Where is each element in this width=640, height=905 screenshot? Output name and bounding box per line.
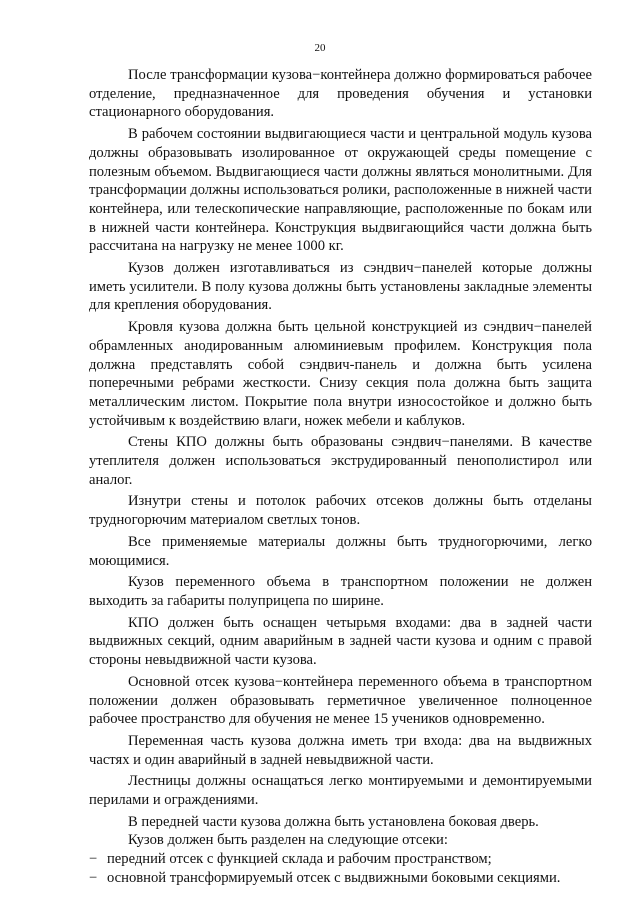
list-item-text: передний отсек с функцией склада и рабочим пространством; <box>107 851 492 868</box>
paragraph: Все применяемые материалы должны быть трудногорючими, легко моющимися. <box>89 533 592 569</box>
paragraph: Стены КПО должны быть образованы сэндвич−панелями. В качестве утеплителя должен использоваться экструдированный пенополистирол или аналог. <box>89 434 592 488</box>
paragraph: Переменная часть кузова должна иметь три входа: два на выдвижных частях и один аварийный в задней невыдвижной части. <box>89 732 592 768</box>
list-item <box>89 869 592 888</box>
page-number: 20 <box>314 42 326 54</box>
paragraph: В рабочем состоянии выдвигающиеся части и центральной модуль кузова должны образовывать изолированное от окружающей среды помещение с полезным объемом. Выдвигающиеся части должны являться монолитными. Для трансформации должны использоваться ролики, расположенные в нижней части контейнера, или телескопические направляющие, расположенные по бокам или в нижней части контейнера. Конструкция выдвигающийся части должна быть рассчитана на нагрузку не менее 1000 кг. <box>89 126 592 255</box>
paragraph: Кузов переменного объема в транспортном положении не должен выходить за габариты полуприцепа по ширине. <box>89 574 592 609</box>
paragraph: Изнутри стены и потолок рабочих отсеков должны быть отделаны трудногорючим материалом светлых тонов. <box>89 493 592 529</box>
list-item-text: основной трансформируемый отсек с выдвижными боковыми секциями. <box>107 869 561 886</box>
dash-marker: − <box>89 851 98 868</box>
dash-marker: − <box>89 869 98 886</box>
paragraph: Кузов должен быть разделен на следующие отсеки: <box>128 832 448 849</box>
paragraph: Кузов должен изготавливаться из сэндвич−панелей которые должны иметь усилители. В полу кузова должны быть установлены закладные элементы для крепления оборудования. <box>89 260 592 314</box>
paragraph: После трансформации кузова−контейнера должно формироваться рабочее отделение, предназначенное для проведения обучения и установки стационарного оборудования. <box>89 67 592 121</box>
list-item <box>89 850 592 869</box>
paragraph: Основной отсек кузова−контейнера переменного объема в транспортном положении должен образовывать герметичное увеличенное полноценное рабочее пространство для обучения не менее 15 учеников одновременно. <box>89 673 592 728</box>
document-body <box>89 66 592 888</box>
paragraph: В передней части кузова должна быть установлена боковая дверь. <box>128 813 539 830</box>
paragraph: Лестницы должны оснащаться легко монтируемыми и демонтируемыми перилами и ограждениями. <box>89 773 592 809</box>
paragraph: Кровля кузова должна быть цельной конструкцией из сэндвич−панелей обрамленных анодированным алюминиевым профилем. Конструкция пола должна представлять собой сэндвич-панель и должна быть усилена поперечными ребрами жесткости. Снизу секция пола должна быть защита металлическим листом. Покрытие пола внутри износостойкое и должно быть устойчивым к воздействию влаги, ножек мебели и каблуков. <box>89 319 592 429</box>
paragraph: КПО должен быть оснащен четырьмя входами: два в задней части выдвижных секций, одним аварийным в задней части кузова и одним с правой стороны невыдвижной части кузова. <box>89 614 592 669</box>
